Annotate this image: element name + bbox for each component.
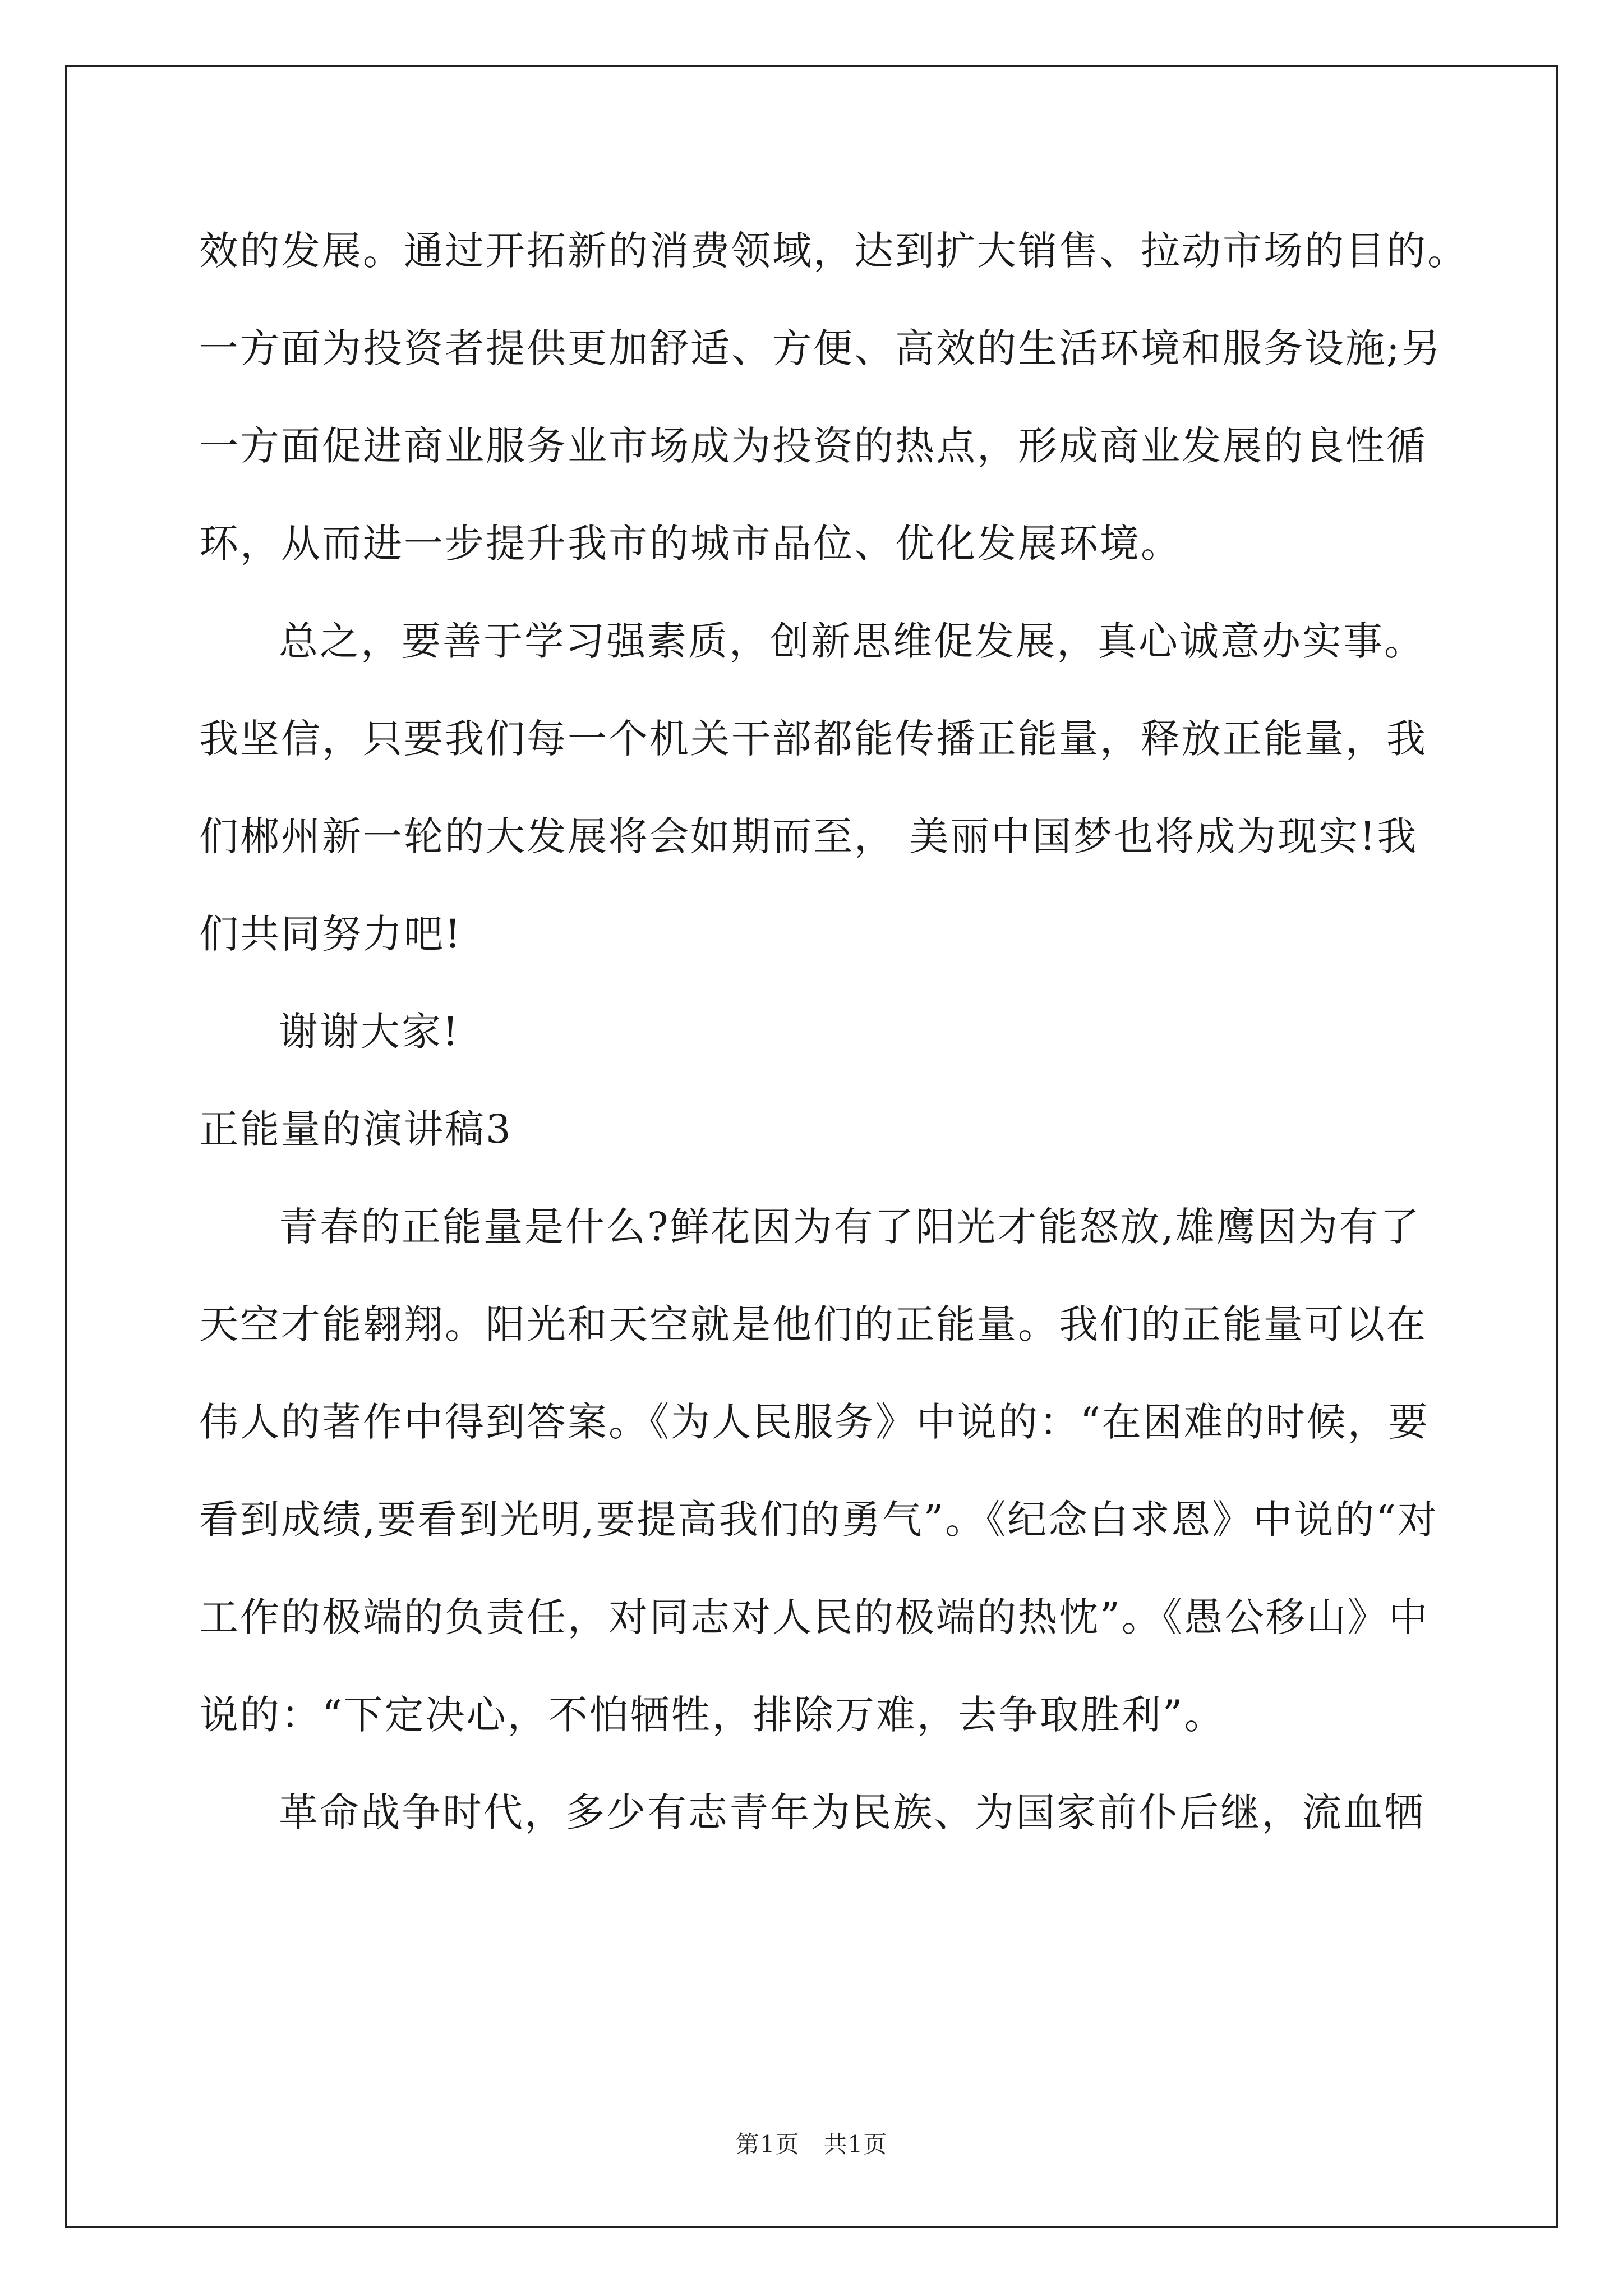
closing-line: 谢谢大家! <box>279 1009 460 1055</box>
page-footer: 第1页 共1页 <box>735 2131 888 2158</box>
paragraph-start-line: 青春的正能量是什么?鲜花因为有了阳光才能怒放,雄鹰因为有了 <box>279 1204 1421 1250</box>
body-line: 们郴州新一轮的大发展将会如期而至， 美丽中国梦也将成为现实!我 <box>199 813 1418 859</box>
section-heading: 正能量的演讲稿3 <box>199 1106 513 1152</box>
body-line: 们共同努力吧! <box>199 911 463 957</box>
body-line: 效的发展。通过开拓新的消费领域，达到扩大销售、拉动市场的目的。 <box>199 228 1468 274</box>
body-line: 说的：“下定决心，不怕牺牲，排除万难，去争取胜利”。 <box>199 1692 1225 1738</box>
body-line: 伟人的著作中得到答案。《为人民服务》中说的：“在困难的时候，要 <box>199 1399 1430 1445</box>
body-line: 看到成绩,要看到光明,要提高我们的勇气”。《纪念白求恩》中说的“对 <box>199 1497 1439 1543</box>
body-line: 工作的极端的负责任，对同志对人民的极端的热忱”。《愚公移山》中 <box>199 1594 1430 1640</box>
paragraph-start-line: 革命战争时代，多少有志青年为民族、为国家前仆后继，流血牺 <box>279 1789 1425 1835</box>
body-line: 天空才能翱翔。阳光和天空就是他们的正能量。我们的正能量可以在 <box>199 1301 1427 1347</box>
body-line: 环，从而进一步提升我市的城市品位、优化发展环境。 <box>199 521 1182 567</box>
body-line: 一方面为投资者提供更加舒适、方便、高效的生活环境和服务设施;另 <box>199 325 1442 371</box>
body-line: 我坚信，只要我们每一个机关干部都能传播正能量，释放正能量，我 <box>199 716 1427 762</box>
paragraph-start-line: 总之，要善于学习强素质，创新思维促发展，真心诚意办实事。 <box>279 618 1425 664</box>
document-body <box>199 202 1468 1861</box>
body-line: 一方面促进商业服务业市场成为投资的热点，形成商业发展的良性循 <box>199 423 1427 469</box>
